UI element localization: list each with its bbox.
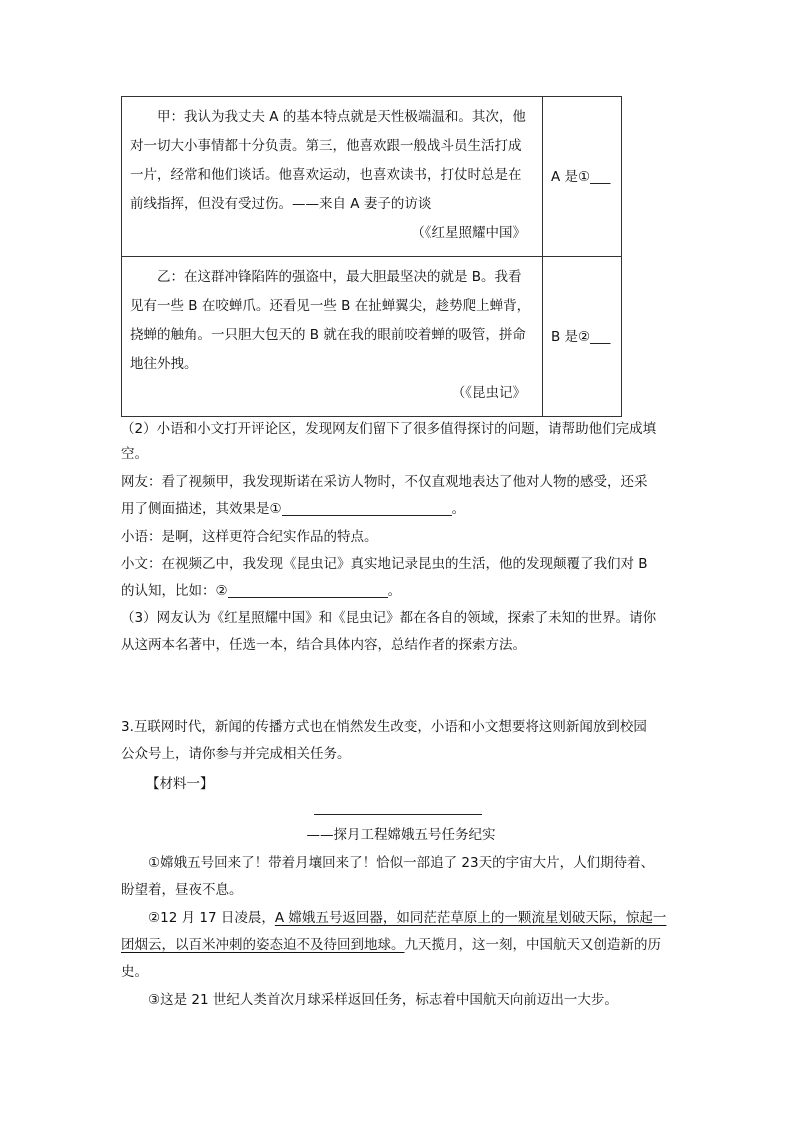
netizen-text: 用了侧面描述，其效果是①	[121, 501, 282, 517]
excerpt-yi: 乙：在这群冲锋陷阵的强盗中，最大胆最坚决的就是 B。我看见有一些 B 在咬蝉爪。还看见一些 B 在扯蝉翼尖，趁势爬上蝉背，挠蝉的触角。一只胆大包天的 B 就在我的眼前咬着蝉的吸管，拼命地往外拽。	[130, 269, 531, 372]
underlined-sentence-cont: 团烟云，以百米冲刺的姿态迫不及待回到地球。	[121, 937, 405, 953]
punct: 。	[387, 583, 402, 599]
answer-blank-2[interactable]	[228, 581, 388, 598]
q3-prompt-cont: 从这两本名著中，任选一本，结合具体内容，总结作者的探索方法。	[121, 637, 526, 653]
news-paragraph-1: ①嫦娥五号回来了！带着月壤回来了！恰似一部追了 23天的宇宙大片，人们期待着、	[148, 855, 655, 871]
netizen-comment: 网友：看了视频甲，我发现斯诺在采访人物时，不仅直观地表达了他对人物的感受，还采	[121, 474, 648, 490]
q3-prompt: （3）网友认为《红星照耀中国》和《昆虫记》都在各自的领域，探索了未知的世界。请你	[121, 610, 657, 626]
excerpt-source: （《昆虫记》	[451, 385, 526, 401]
news-text: 九天揽月，这一刻，中国航天又创造新的历	[404, 937, 661, 953]
q2-intro: （2）小语和小文打开评论区，发现网友们留下了很多值得探讨的问题，请帮助他们完成填	[121, 421, 657, 437]
news-paragraph-3: ③这是 21 世纪人类首次月球采样返回任务，标志着中国航天向前迈出一大步。	[148, 992, 618, 1008]
news-paragraph-2-cont	[121, 933, 681, 958]
answer-blank-1[interactable]	[282, 499, 452, 516]
material-label: 【材料一】	[146, 776, 214, 792]
answer-b: B 是②___	[551, 328, 611, 345]
news-paragraph-2-end: 史。	[121, 964, 148, 980]
task3-intro-cont: 公众号上，请你参与并完成相关任务。	[121, 746, 351, 762]
answer-a: A 是①___	[551, 168, 611, 185]
news-date: ②12 月 17 日凌晨，	[148, 910, 275, 926]
punct: 。	[451, 501, 466, 517]
xiaowen-comment: 小文：在视频乙中，我发现《昆虫记》真实地记录昆虫的生活，他的发现颠覆了我们对 B	[121, 556, 648, 572]
xiaowen-comment-cont	[121, 579, 681, 604]
excerpt-cell	[122, 97, 543, 257]
task3-intro: 3.互联网时代，新闻的传播方式也在悄然发生改变，小语和小文想要将这则新闻放到校园	[121, 719, 647, 735]
title-blank[interactable]	[314, 814, 482, 815]
xiaowen-text: 的认知，比如：②	[121, 583, 228, 599]
reading-table	[121, 96, 622, 417]
excerpt-source: （《红星照耀中国》	[411, 225, 526, 241]
news-subtitle: ——探月工程嫦娥五号任务纪实	[306, 827, 496, 843]
underlined-sentence: A 嫦娥五号返回器，如同茫茫草原上的一颗流星划破天际，惊起一	[274, 910, 667, 926]
answer-cell	[543, 97, 622, 257]
excerpt-jia: 甲：我认为我丈夫 A 的基本特点就是天性极端温和。其次，他对一切大小事情都十分负责。第三，他喜欢跟一般战斗员生活打成一片，经常和他们谈话。他喜欢运动，也喜欢读书，打仗时总是在前线指挥，但没有受过伤。——来自 A 妻子的访谈	[130, 109, 526, 212]
netizen-comment-cont	[121, 497, 681, 522]
xiaoyu-comment: 小语：是啊，这样更符合纪实作品的特点。	[121, 529, 378, 545]
q2-intro-cont: 空。	[121, 446, 148, 462]
table-row	[122, 257, 622, 417]
news-paragraph-2	[121, 906, 681, 931]
table-row	[122, 97, 622, 257]
news-paragraph-1-cont: 盼望着，昼夜不息。	[121, 882, 243, 898]
excerpt-cell	[122, 257, 543, 417]
answer-cell	[543, 257, 622, 417]
